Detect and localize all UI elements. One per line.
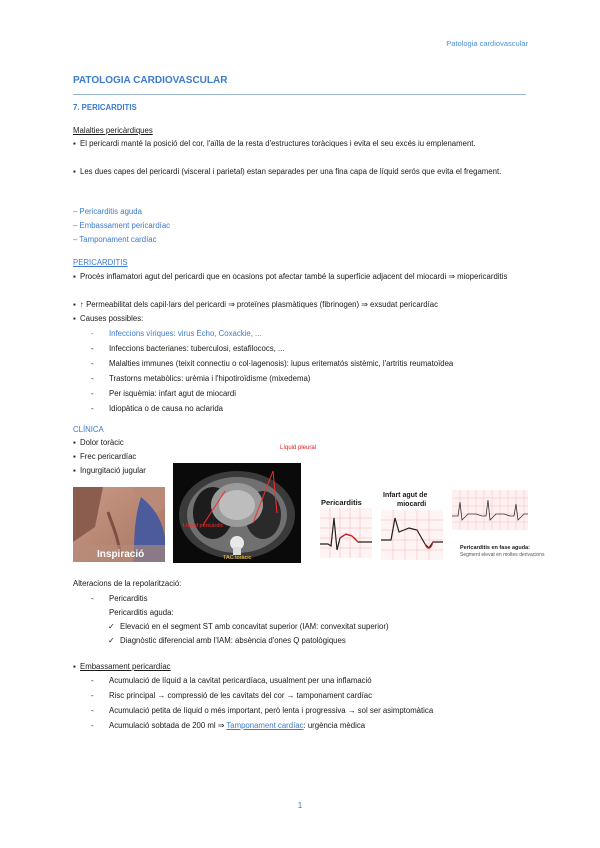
clinica-item: ▪ Dolor toràcic bbox=[73, 438, 124, 447]
ct-label-bottom: TAC toràcic bbox=[223, 555, 252, 561]
embassament-heading-row: ▪ Embassament pericardíac bbox=[73, 662, 171, 671]
clinica-item: ▪ Ingurgitació jugular bbox=[73, 466, 146, 475]
ct-label-top: Líquid pleural bbox=[279, 445, 317, 451]
ecg3-caption-1: Pericarditis en fase aguda: bbox=[460, 545, 530, 551]
ct-label-left: Líquid pericàrdic bbox=[183, 523, 224, 529]
pericarditis-heading: PERICARDITIS bbox=[73, 258, 128, 267]
ecg-multilead bbox=[452, 490, 528, 530]
embassament-item: - Risc principal → compressió de les cavitats del cor → tamponament cardíac bbox=[91, 691, 373, 700]
pericarditis-bullet-1: ▪ Procés inflamatori agut del pericardi que en ocasions pot afectar també la superfície adjacent del miocardi ⇒ miopericarditis bbox=[73, 272, 508, 281]
ecg-pericarditis bbox=[320, 496, 372, 558]
page-number: 1 bbox=[297, 801, 303, 810]
repol-heading: Alteracions de la repolarització: bbox=[73, 579, 182, 588]
malalties-list-item: – Tamponament cardíac bbox=[73, 235, 157, 244]
malalties-list-item: – Embassament pericardíac bbox=[73, 221, 171, 230]
embassament-item: - Acumulació sobtada de 200 ml ⇒ Tamponament cardíac: urgència mèdica bbox=[91, 721, 366, 730]
malalties-paragraph-2: ▪ Les dues capes del pericardi (visceral i parietal) estan separades per una fina capa de líquid serós que evita el fregament. bbox=[73, 167, 502, 176]
pericarditis-bullet-3: ▪ Causes possibles: bbox=[73, 314, 144, 323]
malalties-heading: Malalties pericàrdiques bbox=[73, 126, 153, 135]
cause-item: - Idiopàtica o de causa no aclarida bbox=[91, 404, 223, 413]
clinica-item: ▪ Frec pericardíac bbox=[73, 452, 137, 461]
svg-text:Infart agut de: Infart agut de bbox=[383, 492, 428, 499]
embassament-item: - Acumulació petita de líquid o més important, però lenta i progressiva → sol ser asimptomàtica bbox=[91, 706, 434, 715]
repol-check: ✓ Elevació en el segment ST amb concavitat superior (IAM: convexitat superior) bbox=[108, 622, 389, 631]
repol-item: - Pericarditis bbox=[91, 594, 148, 603]
embassament-heading: Embassament pericardíac bbox=[80, 662, 171, 671]
ct-scan-image bbox=[173, 463, 301, 563]
embassament-item: - Acumulació de líquid a la cavitat pericardíaca, usualment per una inflamació bbox=[91, 676, 372, 685]
ecg-infart bbox=[381, 488, 443, 560]
tamponament-link[interactable]: Tamponament cardíac bbox=[226, 721, 304, 730]
malalties-list-item: – Pericarditis aguda bbox=[73, 207, 142, 216]
repol-subheading: Pericarditis aguda: bbox=[109, 608, 174, 617]
cause-item: - Infeccions bacterianes: tuberculosi, estafilococs, ... bbox=[91, 344, 285, 353]
repol-check: ✓ Diagnòstic diferencial amb l'IAM: absència d'ones Q patològiques bbox=[108, 636, 346, 645]
ecg1-title: Pericarditis bbox=[321, 498, 362, 507]
ecg3-caption-2: Segment elevat en moltes derivacions bbox=[460, 552, 545, 558]
cause-item: - Trastorns metabòlics: urèmia i l'hipotiroïdisme (mixedema) bbox=[91, 374, 311, 383]
title-divider bbox=[73, 94, 526, 95]
running-header: Patologia cardiovascular bbox=[446, 39, 528, 48]
section-heading: 7. PERICARDITIS bbox=[73, 103, 137, 112]
cause-item: - Malalties immunes (teixit connectiu o col·lagenosis): lupus eritematós sistèmic, l'artritis reumatoïdea bbox=[91, 359, 454, 368]
pericarditis-bullet-2: ▪ ↑ Permeabilitat dels capil·lars del pericardi ⇒ proteïnes plasmàtiques (fibrinogen) ⇒ exsudat pericardíac bbox=[73, 300, 439, 309]
cause-item: - Infeccions víriques: virus Echo, Coxackie, ... bbox=[91, 329, 262, 338]
malalties-paragraph-1: ▪ El pericardi manté la posició del cor, l'aïlla de la resta d'estructures toràciques i evita el seu excés iu emplenament. bbox=[73, 139, 476, 148]
neck-caption: Inspiració bbox=[97, 549, 145, 560]
svg-text:miocardi: miocardi bbox=[397, 501, 427, 508]
jugular-photo bbox=[73, 487, 165, 562]
document-title: PATOLOGIA CARDIOVASCULAR bbox=[73, 75, 228, 86]
clinica-heading: CLÍNICA bbox=[73, 425, 104, 434]
cause-item: - Per isquèmia: infart agut de miocardi bbox=[91, 389, 236, 398]
